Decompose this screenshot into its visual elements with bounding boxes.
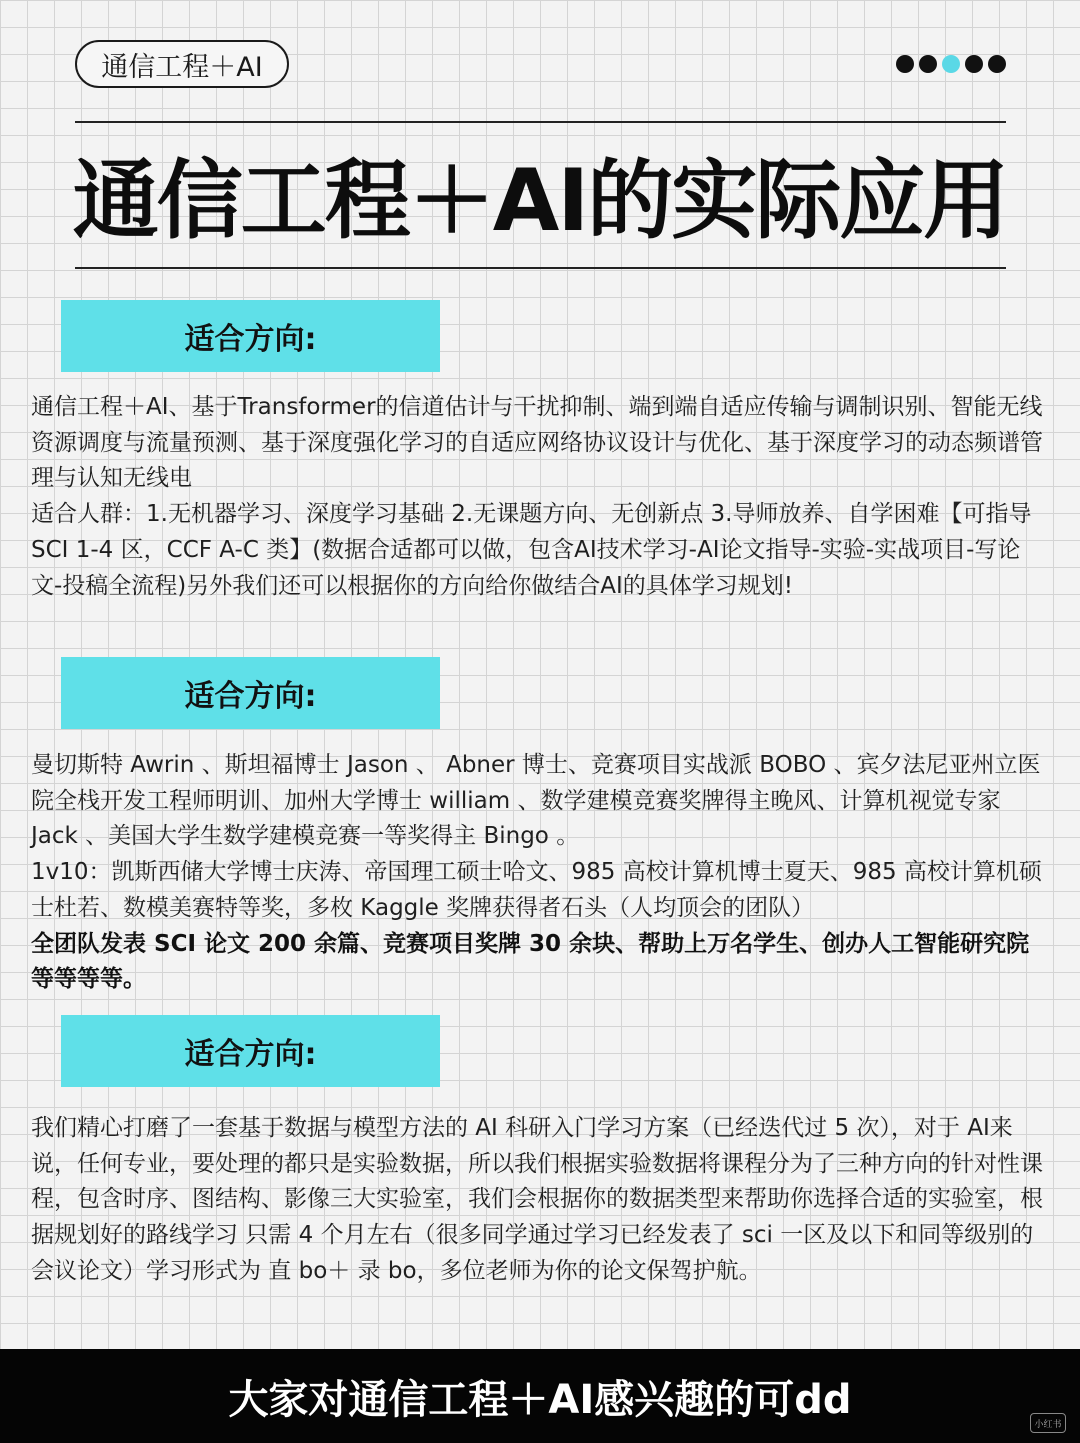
title-rule-bottom: [75, 267, 1006, 269]
watermark-logo: 小红书: [1030, 1413, 1066, 1433]
title-rule-top: [75, 121, 1006, 123]
page-dot: [896, 55, 914, 73]
footer-banner: [0, 1349, 1080, 1443]
page-dot: [919, 55, 937, 73]
section-2-highlight: 全团队发表 SCI 论文 200 余篇、竞赛项目奖牌 30 余块、帮助上万名学生、创办人工智能研究院等等等等。: [31, 930, 1030, 993]
footer-text: 大家对通信工程＋AI感兴趣的可dd: [228, 1376, 852, 1423]
section-2-paragraph-1: 曼切斯特 Awrin 、斯坦福博士 Jason 、 Abner 博士、竞赛项目实战派 BOBO 、宾夕法尼亚州立医院全栈开发工程师明训、加州大学博士 william 、数学建模竞赛奖牌得主晚风、计算机视觉专家 Jack 、美国大学生数学建模竞赛一等奖得主 Bingo 。: [31, 752, 1041, 850]
section-heading-3: 适合方向:: [61, 1015, 440, 1087]
section-heading-2: 适合方向:: [61, 657, 440, 729]
section-heading-1: 适合方向:: [61, 300, 440, 372]
page-dot: [988, 55, 1006, 73]
section-1-paragraph-2: 适合人群：1.无机器学习、深度学习基础 2.无课题方向、无创新点 3.导师放养、自学困难【可指导SCI 1-4 区，CCF A-C 类】(数据合适都可以做，包含AI技术学习-AI论文指导-实验-实战项目-写论文-投稿全流程)另外我们还可以根据你的方向给你做结合AI的具体学习规划!: [31, 501, 1032, 599]
topic-tag: 通信工程＋AI: [75, 40, 289, 88]
section-2-paragraph-2: 1v10：凯斯西储大学博士庆涛、帝国理工硕士哈文、985 高校计算机博士夏天、985 高校计算机硕士杜若、数模美赛特等奖，多枚 Kaggle 奖牌获得者石头（人均顶会的团队）: [31, 859, 1042, 921]
page-title: 通信工程＋AI的实际应用: [72, 151, 1008, 251]
page-indicator: [896, 55, 1006, 73]
section-3-paragraph-1: 我们精心打磨了一套基于数据与模型方法的 AI 科研入门学习方案（已经迭代过 5 次），对于 AI来说，任何专业，要处理的都只是实验数据，所以我们根据实验数据将课程分为了三种方向的针对性课程，包含时序、图结构、影像三大实验室，我们会根据你的数据类型来帮助你选择合适的实验室，根据规划好的路线学习 只需 4 个月左右（很多同学通过学习已经发表了 sci 一区及以下和同等级别的会议论文）学习形式为 直 bo＋ 录 bo，多位老师为你的论文保驾护航。: [31, 1115, 1043, 1284]
section-1-paragraph-1: 通信工程＋AI、基于Transformer的信道估计与干扰抑制、端到端自适应传输与调制识别、智能无线资源调度与流量预测、基于深度强化学习的自适应网络协议设计与优化、基于深度学习的动态频谱管理与认知无线电: [31, 394, 1043, 492]
section-body-2: [31, 748, 1051, 998]
section-body-1: [31, 390, 1051, 604]
section-body-3: [31, 1111, 1051, 1290]
page-dot: [965, 55, 983, 73]
page-dot-active: [942, 55, 960, 73]
